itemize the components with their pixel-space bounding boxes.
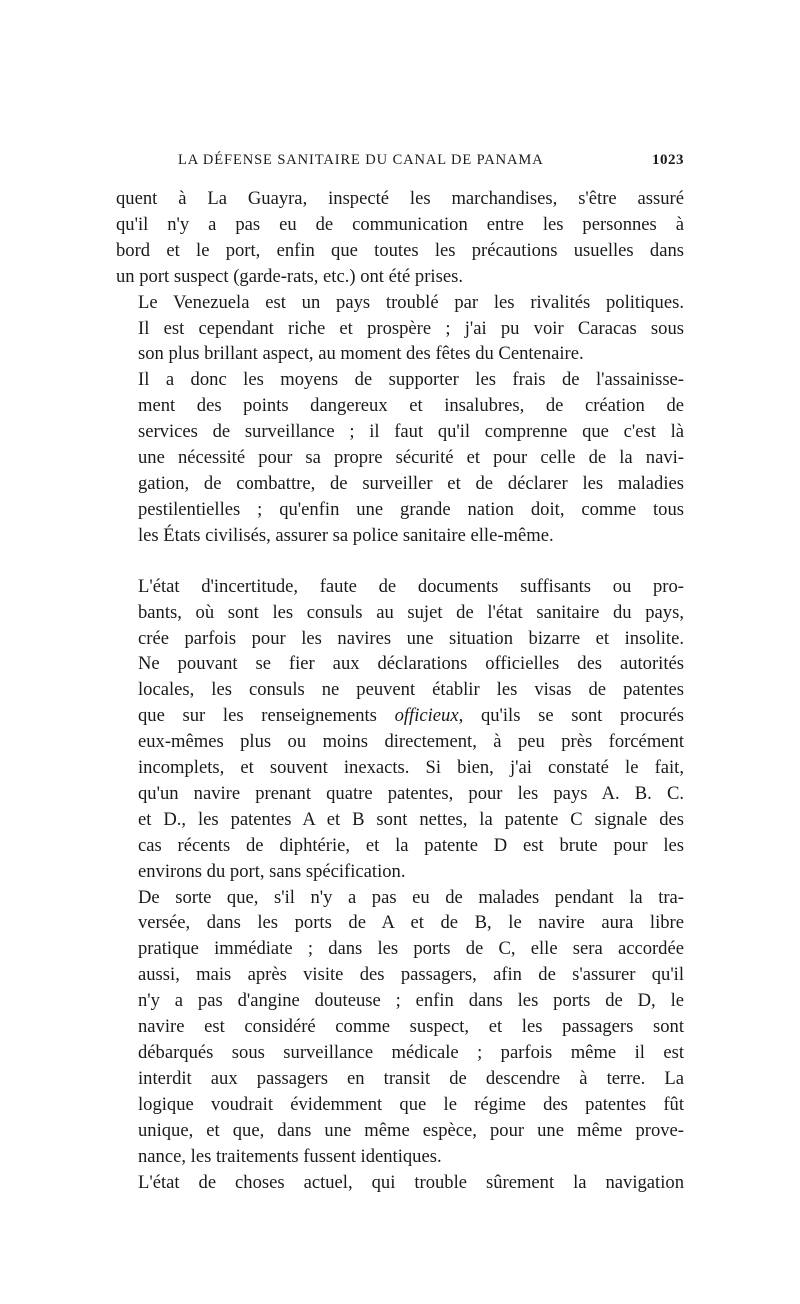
text-line: environs du port, sans spécification. xyxy=(138,860,406,882)
text-line: crée parfois pour les navires une situation bizarre et insolite. xyxy=(138,627,684,649)
text-line: interdit aux passagers en transit de descendre à terre. La xyxy=(138,1067,684,1089)
text-line: quent à La Guayra, inspecté les marchandises, s'être assuré xyxy=(116,188,684,209)
text-line: eux-mêmes plus ou moins directement, à peu près forcément xyxy=(138,731,684,753)
body-text xyxy=(116,186,684,1195)
text-line: pestilentielles ; qu'enfin une grande nation doit, comme tous xyxy=(138,498,684,520)
text-line: services de surveillance ; il faut qu'il comprenne que c'est là xyxy=(138,421,684,443)
text-line: son plus brillant aspect, au moment des fêtes du Centenaire. xyxy=(138,343,584,365)
italic-word: officieux xyxy=(394,705,459,727)
text-line: locales, les consuls ne peuvent établir les visas de patentes xyxy=(138,679,684,701)
text-fragment: , qu'ils se sont procurés xyxy=(458,705,684,727)
paragraph-3 xyxy=(116,367,684,548)
running-title: LA DÉFENSE SANITAIRE DU CANAL DE PANAMA xyxy=(178,152,544,168)
page-number: 1023 xyxy=(652,152,684,168)
text-line: unique, et que, dans une même espèce, pour une même prove- xyxy=(138,1119,684,1141)
book-page xyxy=(116,148,684,1195)
text-line: les États civilisés, assurer sa police sanitaire elle-même. xyxy=(138,524,554,546)
text-line: une nécessité pour sa propre sécurité et pour celle de la navi- xyxy=(138,447,684,469)
text-line: L'état de choses actuel, qui trouble sûrement la navigation xyxy=(138,1171,684,1193)
text-line: L'état d'incertitude, faute de documents suffisants ou pro- xyxy=(138,575,684,597)
text-line: De sorte que, s'il n'y a pas eu de malades pendant la tra- xyxy=(138,886,684,908)
paragraph-2 xyxy=(116,290,684,368)
paragraph-4 xyxy=(116,574,684,885)
text-line: ment des points dangereux et insalubres, de création de xyxy=(138,395,684,417)
text-line: bants, où sont les consuls au sujet de l'état sanitaire du pays, xyxy=(138,601,684,623)
text-line: logique voudrait évidemment que le régime des patentes fût xyxy=(138,1093,684,1115)
text-line: Il a donc les moyens de supporter les frais de l'assainisse- xyxy=(138,369,684,391)
running-header xyxy=(116,148,684,174)
text-fragment: que sur les renseignements xyxy=(138,705,395,727)
text-line: et D., les patentes A et B sont nettes, la patente C signale des xyxy=(138,808,684,830)
paragraph-6 xyxy=(116,1170,684,1196)
text-line: débarqués sous surveillance médicale ; parfois même il est xyxy=(138,1042,684,1063)
text-line: n'y a pas d'angine douteuse ; enfin dans les ports de D, le xyxy=(138,990,684,1012)
text-line: incomplets, et souvent inexacts. Si bien, j'ai constaté le fait, xyxy=(138,757,684,779)
text-line: pratique immédiate ; dans les ports de C, elle sera accordée xyxy=(138,938,684,960)
paragraph-5 xyxy=(116,885,684,1170)
text-line: bord et le port, enfin que toutes les précautions usuelles dans xyxy=(116,239,684,261)
text-line: Le Venezuela est un pays troublé par les rivalités politiques. xyxy=(138,291,684,313)
text-line: qu'il n'y a pas eu de communication entre les personnes à xyxy=(116,213,684,235)
text-line: navire est considéré comme suspect, et les passagers sont xyxy=(138,1016,684,1038)
text-line: gation, de combattre, de surveiller et de déclarer les maladies xyxy=(138,472,684,494)
text-line: Ne pouvant se fier aux déclarations officielles des autorités xyxy=(138,653,684,675)
text-line: qu'un navire prenant quatre patentes, pour les pays A. B. C. xyxy=(138,782,684,804)
text-line-with-italic xyxy=(116,703,684,729)
text-line: nance, les traitements fussent identiques. xyxy=(138,1145,442,1167)
text-line: Il est cependant riche et prospère ; j'ai pu voir Caracas sous xyxy=(138,317,684,339)
text-line: aussi, mais après visite des passagers, afin de s'assurer qu'il xyxy=(138,964,684,986)
paragraph-1 xyxy=(116,186,684,290)
text-line: un port suspect (garde-rats, etc.) ont été prises. xyxy=(116,265,463,287)
text-line: versée, dans les ports de A et de B, le navire aura libre xyxy=(138,912,684,934)
text-line: cas récents de diphtérie, et la patente D est brute pour les xyxy=(138,834,684,856)
